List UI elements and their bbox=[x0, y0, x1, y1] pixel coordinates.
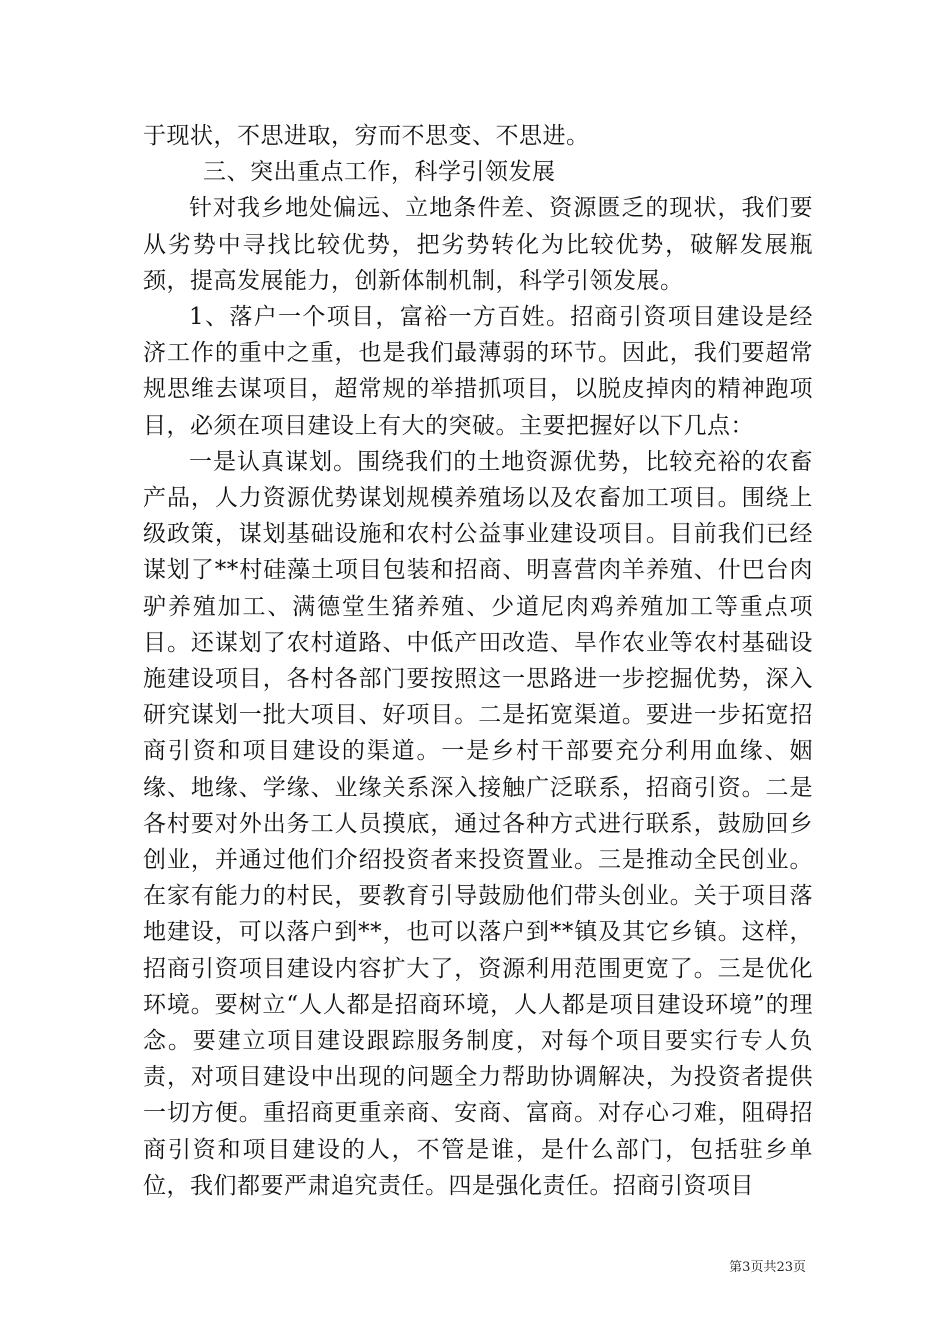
page-number: 第3页共23页 bbox=[729, 1260, 806, 1275]
document-body bbox=[143, 118, 813, 1204]
paragraph-item-1: 1、落户一个项目，富裕一方百姓。招商引资项目建设是经济工作的重中之重，也是我们最薄弱的环节。因此，我们要超常规思维去谋项目，超常规的举措抓项目，以脱皮掉肉的精神跑项目，必须在项目建设上有大的突破。主要把握好以下几点： bbox=[143, 304, 813, 439]
paragraph-continuation: 于现状，不思进取，穷而不思变、不思进。 bbox=[143, 123, 590, 149]
paragraph-intro: 针对我乡地处偏远、立地条件差、资源匮乏的现状，我们要从劣势中寻找比较优势，把劣势转化为比较优势，破解发展瓶颈，提高发展能力，创新体制机制，科学引领发展。 bbox=[143, 195, 813, 294]
paragraph-details: 一是认真谋划。围绕我们的土地资源优势，比较充裕的农畜产品，人力资源优势谋划规模养殖场以及农畜加工项目。围绕上级政策，谋划基础设施和农村公益事业建设项目。目前我们已经谋划了**村硅藻土项目包装和招商、明喜营肉羊养殖、什巴台肉驴养殖加工、满德堂生猪养殖、少道尼肉鸡养殖加工等重点项目。还谋划了农村道路、中低产田改造、旱作农业等农村基础设施建设项目，各村各部门要按照这一思路进一步挖掘优势，深入研究谋划一批大项目、好项目。二是拓宽渠道。要进一步拓宽招商引资和项目建设的渠道。一是乡村干部要充分利用血缘、姻缘、地缘、学缘、业缘关系深入接触广泛联系，招商引资。二是各村要对外出务工人员摸底，通过各种方式进行联系，鼓励回乡创业，并通过他们介绍投资者来投资置业。三是推动全民创业。在家有能力的村民，要教育引导鼓励他们带头创业。关于项目落地建设，可以落户到**，也可以落户到**镇及其它乡镇。这样，招商引资项目建设内容扩大了，资源利用范围更宽了。三是优化环境。要树立“人人都是招商环境，人人都是项目建设环境”的理念。要建立项目建设跟踪服务制度，对每个项目要实行专人负责，对项目建设中出现的问题全力帮助协调解决，为投资者提供一切方便。重招商更重亲商、安商、富商。对存心刁难，阻碍招商引资和项目建设的人，不管是谁，是什么部门，包括驻乡单位，我们都要严肃追究责任。四是强化责任。招商引资项目 bbox=[143, 448, 813, 1199]
section-heading: 三、突出重点工作，科学引领发展 bbox=[203, 159, 556, 186]
